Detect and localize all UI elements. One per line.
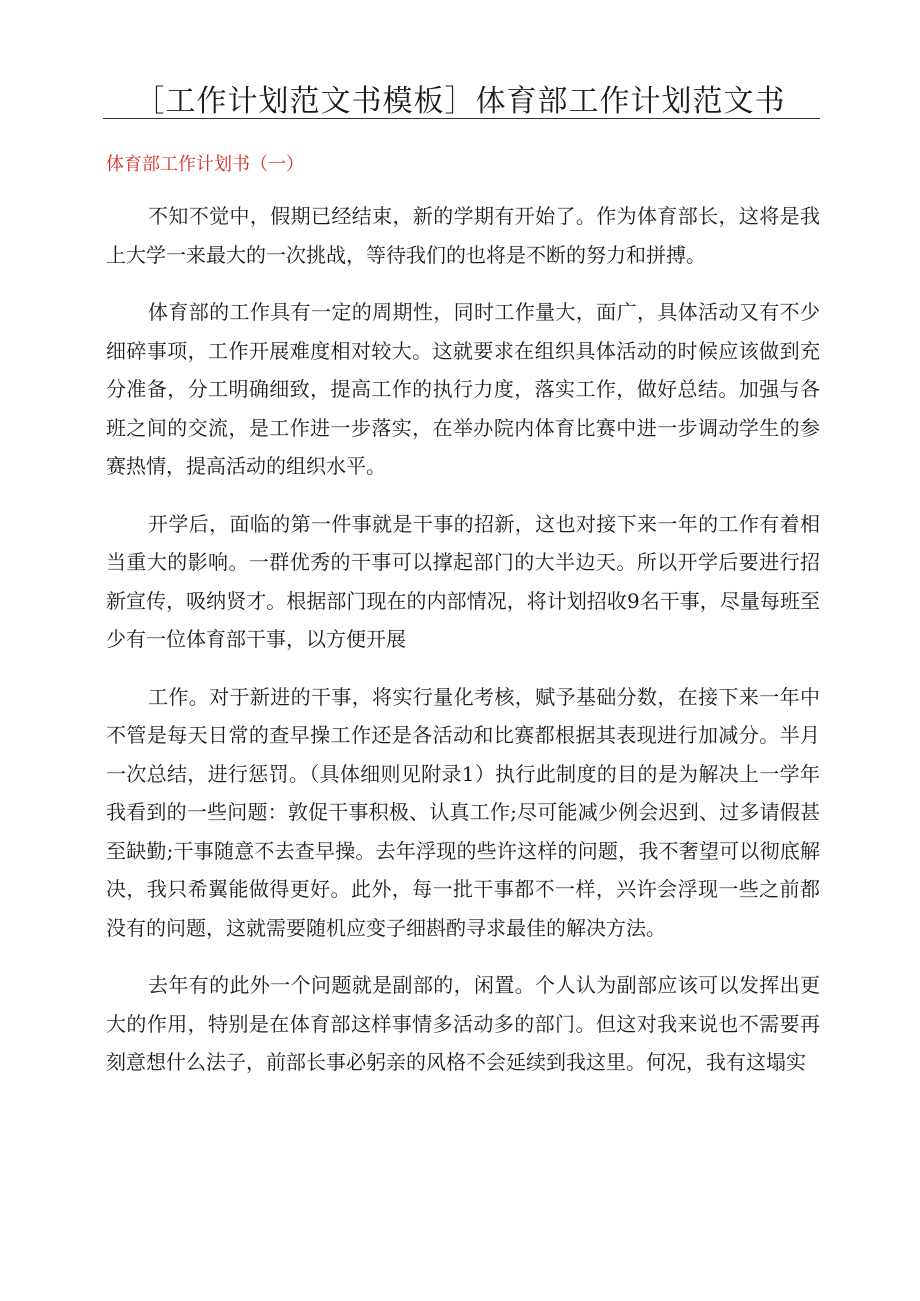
paragraph: 开学后，面临的第一件事就是干事的招新，这也对接下来一年的工作有着相当重大的影响。一群优秀的干事可以撑起部门的大半边天。所以开学后要进行招新宣传，吸纳贤才。根据部门现在的内部情况，将计划招收9名干事，尽量每班至少有一位体育部干事，以方便开展 [106, 511, 820, 651]
body-text [106, 197, 820, 1101]
paragraph: 不知不觉中，假期已经结束，新的学期有开始了。作为体育部长，这将是我上大学一来最大的一次挑战，等待我们的也将是不断的努力和拼搏。 [106, 204, 820, 267]
title-underline [103, 118, 820, 119]
page-title: ［工作计划范文书模板］体育部工作计划范文书 [134, 84, 786, 119]
paragraph: 体育部的工作具有一定的周期性，同时工作量大，面广，具体活动又有不少细碎事项，工作开展难度相对较大。这就要求在组织具体活动的时候应该做到充分准备，分工明确细致，提高工作的执行力度，落实工作，做好总结。加强与各班之间的交流，是工作进一步落实，在举办院内体育比赛中进一步调动学生的参赛热情，提高活动的组织水平。 [106, 300, 820, 478]
paragraph: 去年有的此外一个问题就是副部的，闲置。个人认为副部应该可以发挥出更大的作用，特别是在体育部这样事情多活动多的部门。但这对我来说也不需要再刻意想什么法子，前部长事必躬亲的风格不会延续到我这里。何况，我有这塌实 [106, 973, 820, 1074]
paragraph: 工作。对于新进的干事，将实行量化考核，赋予基础分数，在接下来一年中不管是每天日常的查早操工作还是各活动和比赛都根据其表现进行加减分。半月一次总结，进行惩罚。（具体细则见附录1）执行此制度的目的是为解决上一学年我看到的一些问题：敦促干事积极、认真工作;尽可能减少例会迟到、过多请假甚至缺勤;干事随意不去查早操。去年浮现的些许这样的问题，我不奢望可以彻底解决，我只希翼能做得更好。此外，每一批干事都不一样，兴许会浮现一些之前都没有的问题，这就需要随机应变子细斟酌寻求最佳的解决方法。 [106, 684, 820, 940]
section-heading: 体育部工作计划书（一） [106, 154, 304, 175]
